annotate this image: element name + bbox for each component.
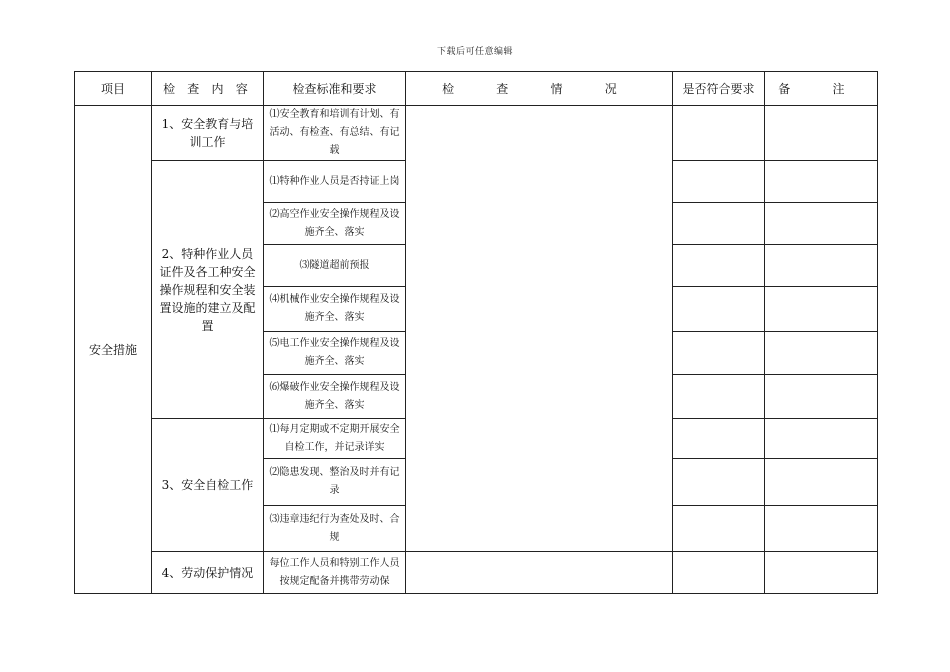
- table-row: [75, 106, 878, 161]
- compliant-cell[interactable]: [673, 332, 765, 375]
- standard-3-2: ⑵隐患发现、整治及时并有记录: [264, 459, 406, 506]
- remark-cell[interactable]: [765, 332, 878, 375]
- standard-2-2: ⑵高空作业安全操作规程及设施齐全、落实: [264, 203, 406, 245]
- remark-cell[interactable]: [765, 459, 878, 506]
- situation-cell-1[interactable]: [406, 106, 673, 552]
- header-item: 项目: [75, 72, 152, 106]
- remark-cell[interactable]: [765, 161, 878, 203]
- section-content-2: 2、特种作业人员证件及各工种安全操作规程和安全装置设施的建立及配置: [152, 161, 264, 419]
- standard-4-1: 每位工作人员和特别工作人员按规定配备并携带劳动保: [264, 552, 406, 594]
- standard-2-5: ⑸电工作业安全操作规程及设施齐全、落实: [264, 332, 406, 375]
- remark-cell[interactable]: [765, 506, 878, 552]
- standard-3-1: ⑴每月定期或不定期开展安全自检工作，并记录详实: [264, 419, 406, 459]
- header-situation: 检 查 情 况: [406, 72, 673, 106]
- compliant-cell[interactable]: [673, 161, 765, 203]
- header-compliant: 是否符合要求: [673, 72, 765, 106]
- section-content-4: 4、劳动保护情况: [152, 552, 264, 594]
- remark-cell[interactable]: [765, 419, 878, 459]
- remark-cell[interactable]: [765, 287, 878, 332]
- compliant-cell[interactable]: [673, 419, 765, 459]
- compliant-cell[interactable]: [673, 375, 765, 419]
- remark-cell[interactable]: [765, 203, 878, 245]
- compliant-cell[interactable]: [673, 552, 765, 594]
- standard-1-1: ⑴安全教育和培训有计划、有活动、有检查、有总结、有记载: [264, 106, 406, 161]
- remark-cell[interactable]: [765, 552, 878, 594]
- header-standard: 检查标准和要求: [264, 72, 406, 106]
- compliant-cell[interactable]: [673, 203, 765, 245]
- standard-2-1: ⑴特种作业人员是否持证上岗: [264, 161, 406, 203]
- compliant-cell[interactable]: [673, 106, 765, 161]
- situation-cell-2[interactable]: [406, 552, 673, 594]
- remark-cell[interactable]: [765, 375, 878, 419]
- compliant-cell[interactable]: [673, 459, 765, 506]
- header-remark: 备 注: [765, 72, 878, 106]
- header-note: 下载后可任意编辑: [436, 47, 513, 57]
- standard-2-3: ⑶隧道超前预报: [264, 245, 406, 287]
- category-cell: 安全措施: [75, 106, 152, 594]
- table-row: [75, 552, 878, 594]
- standard-2-4: ⑷机械作业安全操作规程及设施齐全、落实: [264, 287, 406, 332]
- remark-cell[interactable]: [765, 106, 878, 161]
- table-header-row: [75, 72, 878, 106]
- compliant-cell[interactable]: [673, 287, 765, 332]
- compliant-cell[interactable]: [673, 245, 765, 287]
- header-content: 检 查 内 容: [152, 72, 264, 106]
- standard-2-6: ⑹爆破作业安全操作规程及设施齐全、落实: [264, 375, 406, 419]
- remark-cell[interactable]: [765, 245, 878, 287]
- inspection-table: [74, 71, 878, 594]
- section-content-3: 3、安全自检工作: [152, 419, 264, 552]
- section-content-1: 1、安全教育与培训工作: [152, 106, 264, 161]
- compliant-cell[interactable]: [673, 506, 765, 552]
- standard-3-3: ⑶违章违纪行为查处及时、合规: [264, 506, 406, 552]
